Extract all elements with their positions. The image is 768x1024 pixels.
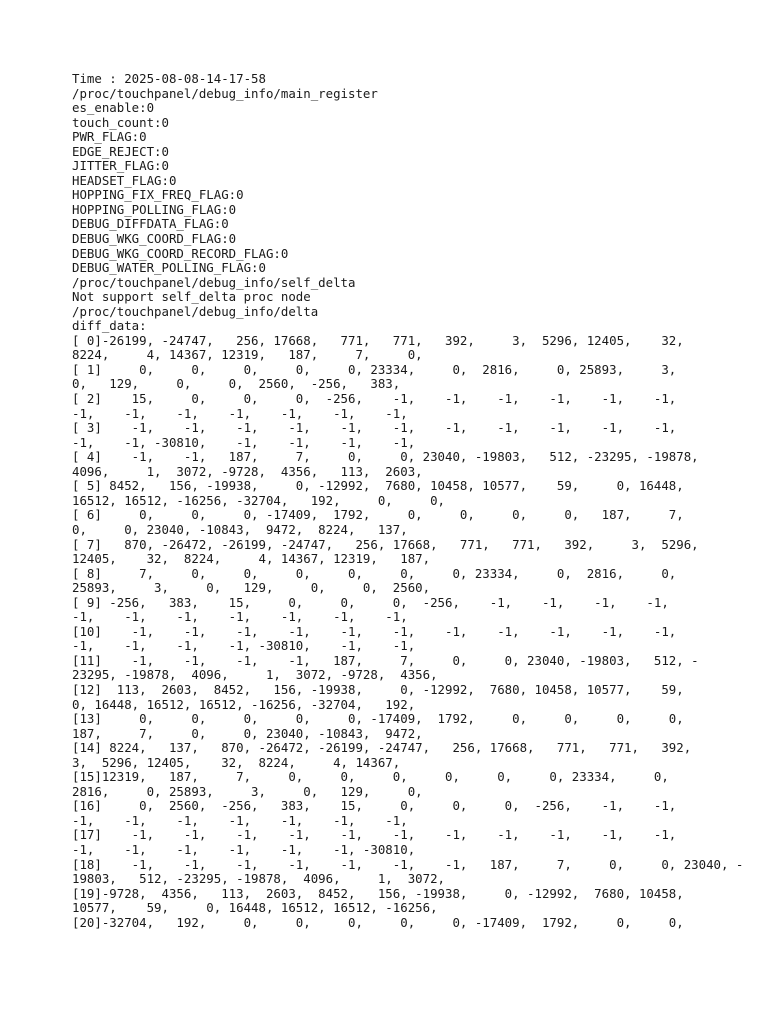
log-line: [ 4] -1, -1, 187, 7, 0, 0, 23040, -19803, 512, -23295, -19878, bbox=[72, 449, 699, 465]
log-line: -1, -1, -1, -1, -1, -1, -1, bbox=[72, 405, 408, 421]
log-line: 187, 7, 0, 0, 23040, -10843, 9472, bbox=[72, 725, 423, 741]
log-line: diff_data: bbox=[72, 318, 147, 334]
log-line: 8224, 4, 14367, 12319, 187, 7, 0, bbox=[72, 347, 423, 363]
log-line: [18] -1, -1, -1, -1, -1, -1, -1, 187, 7, 0, 0, 23040, - bbox=[72, 856, 744, 872]
log-line: [17] -1, -1, -1, -1, -1, -1, -1, -1, -1, -1, -1, bbox=[72, 827, 677, 843]
log-line: 0, 0, 23040, -10843, 9472, 8224, 137, bbox=[72, 521, 408, 537]
log-line: [20]-32704, 192, 0, 0, 0, 0, 0, -17409, 1792, 0, 0, bbox=[72, 914, 684, 930]
log-line: /proc/touchpanel/debug_info/delta bbox=[72, 303, 319, 319]
log-document bbox=[72, 71, 744, 930]
log-line: [ 7] 870, -26472, -26199, -24747, 256, 17668, 771, 771, 392, 3, 5296, bbox=[72, 536, 699, 552]
log-line: DEBUG_WATER_POLLING_FLAG:0 bbox=[72, 260, 266, 276]
log-line: PWR_FLAG:0 bbox=[72, 129, 147, 145]
log-line: Time : 2025-08-08-14-17-58 bbox=[72, 71, 266, 86]
log-line: -1, -1, -1, -1, -1, -1, -30810, bbox=[72, 841, 416, 857]
log-line: [ 1] 0, 0, 0, 0, 0, 23334, 0, 2816, 0, 25893, 3, bbox=[72, 361, 677, 377]
log-line: [13] 0, 0, 0, 0, 0, -17409, 1792, 0, 0, 0, 0, bbox=[72, 711, 684, 727]
log-line: [ 0]-26199, -24747, 256, 17668, 771, 771, 392, 3, 5296, 12405, 32, bbox=[72, 332, 684, 348]
log-line: 12405, 32, 8224, 4, 14367, 12319, 187, bbox=[72, 551, 431, 567]
log-line: 23295, -19878, 4096, 1, 3072, -9728, 4356, bbox=[72, 667, 438, 683]
log-line: [14] 8224, 137, 870, -26472, -26199, -24747, 256, 17668, 771, 771, 392, bbox=[72, 740, 692, 756]
log-line: [ 2] 15, 0, 0, 0, -256, -1, -1, -1, -1, -1, -1, bbox=[72, 391, 677, 407]
log-line: [15]12319, 187, 7, 0, 0, 0, 0, 0, 0, 23334, 0, bbox=[72, 769, 669, 785]
log-line: -1, -1, -30810, -1, -1, -1, -1, bbox=[72, 434, 416, 450]
log-line: DEBUG_DIFFDATA_FLAG:0 bbox=[72, 216, 229, 232]
log-line: touch_count:0 bbox=[72, 114, 169, 130]
log-line: HOPPING_POLLING_FLAG:0 bbox=[72, 201, 237, 217]
log-line: [19]-9728, 4356, 113, 2603, 8452, 156, -19938, 0, -12992, 7680, 10458, bbox=[72, 885, 684, 901]
log-line: [ 6] 0, 0, 0, -17409, 1792, 0, 0, 0, 0, 187, 7, bbox=[72, 507, 684, 523]
log-line: DEBUG_WKG_COORD_RECORD_FLAG:0 bbox=[72, 245, 289, 261]
log-line: [ 3] -1, -1, -1, -1, -1, -1, -1, -1, -1, -1, -1, bbox=[72, 420, 677, 436]
log-line: -1, -1, -1, -1, -1, -1, -1, bbox=[72, 812, 408, 828]
log-line: es_enable:0 bbox=[72, 100, 155, 116]
log-line: [ 8] 7, 0, 0, 0, 0, 0, 0, 23334, 0, 2816, 0, bbox=[72, 565, 677, 581]
log-line: HOPPING_FIX_FREQ_FLAG:0 bbox=[72, 187, 244, 203]
log-line: [ 9] -256, 383, 15, 0, 0, 0, -256, -1, -1, -1, -1, bbox=[72, 594, 669, 610]
log-line: 25893, 3, 0, 129, 0, 0, 2560, bbox=[72, 580, 431, 596]
log-line: EDGE_REJECT:0 bbox=[72, 143, 169, 159]
log-line: /proc/touchpanel/debug_info/main_register bbox=[72, 85, 378, 101]
log-line: [ 5] 8452, 156, -19938, 0, -12992, 7680, 10458, 10577, 59, 0, 16448, bbox=[72, 478, 684, 494]
log-line: 0, 16448, 16512, 16512, -16256, -32704, 192, bbox=[72, 696, 416, 712]
log-line: 16512, 16512, -16256, -32704, 192, 0, 0, bbox=[72, 492, 445, 508]
log-line: 4096, 1, 3072, -9728, 4356, 113, 2603, bbox=[72, 463, 423, 479]
log-line: /proc/touchpanel/debug_info/self_delta bbox=[72, 274, 356, 290]
log-line: [11] -1, -1, -1, -1, 187, 7, 0, 0, 23040, -19803, 512, - bbox=[72, 652, 699, 668]
log-line: -1, -1, -1, -1, -1, -1, -1, bbox=[72, 609, 408, 625]
log-line: 3, 5296, 12405, 32, 8224, 4, 14367, bbox=[72, 754, 401, 770]
log-line: [12] 113, 2603, 8452, 156, -19938, 0, -12992, 7680, 10458, 10577, 59, bbox=[72, 681, 684, 697]
log-line: 10577, 59, 0, 16448, 16512, 16512, -16256, bbox=[72, 900, 438, 916]
log-line: JITTER_FLAG:0 bbox=[72, 158, 169, 174]
log-line: 19803, 512, -23295, -19878, 4096, 1, 3072, bbox=[72, 871, 445, 887]
log-line: 0, 129, 0, 0, 2560, -256, 383, bbox=[72, 376, 401, 392]
log-line: [10] -1, -1, -1, -1, -1, -1, -1, -1, -1, -1, -1, bbox=[72, 623, 677, 639]
log-line: 2816, 0, 25893, 3, 0, 129, 0, bbox=[72, 783, 423, 799]
log-line: [16] 0, 2560, -256, 383, 15, 0, 0, 0, -256, -1, -1, bbox=[72, 798, 677, 814]
log-line: HEADSET_FLAG:0 bbox=[72, 172, 177, 188]
log-line: DEBUG_WKG_COORD_FLAG:0 bbox=[72, 231, 237, 247]
log-line: -1, -1, -1, -1, -30810, -1, -1, bbox=[72, 638, 416, 654]
log-line: Not support self_delta proc node bbox=[72, 289, 311, 305]
